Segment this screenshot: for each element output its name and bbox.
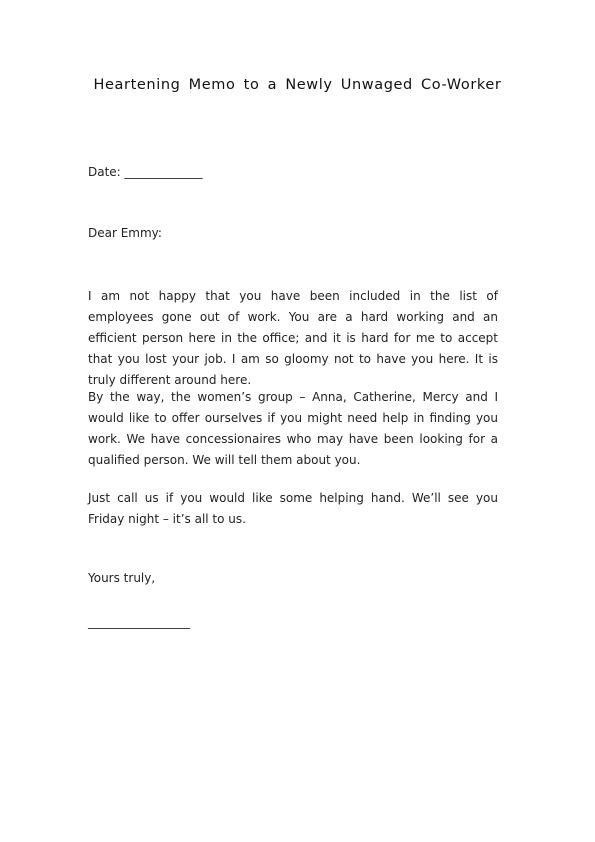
memo-title: Heartening Memo to a Newly Unwaged Co-Worker — [93, 77, 502, 93]
date-line: Date: _____________ — [88, 165, 203, 179]
body-paragraph-2: By the way, the women’s group – Anna, Catherine, Mercy and I would like to offer ourselves if you might need help in finding you work. We have concessionaires who may have been looking for a qualified person. We will tell them about you. — [88, 390, 498, 467]
body-paragraph-3: Just call us if you would like some helping hand. We’ll see you Friday night – it’s all to us. — [88, 491, 498, 526]
salutation: Dear Emmy: — [88, 226, 162, 240]
closing: Yours truly, — [88, 571, 156, 585]
signature-line: _________________ — [88, 615, 190, 629]
body-paragraph-1: I am not happy that you have been included in the list of employees gone out of work. You are a hard working and an efficient person here in the office; and it is hard for me to accept that you lost your job. I am so gloomy not to have you here. It is truly different around here. — [88, 289, 498, 387]
